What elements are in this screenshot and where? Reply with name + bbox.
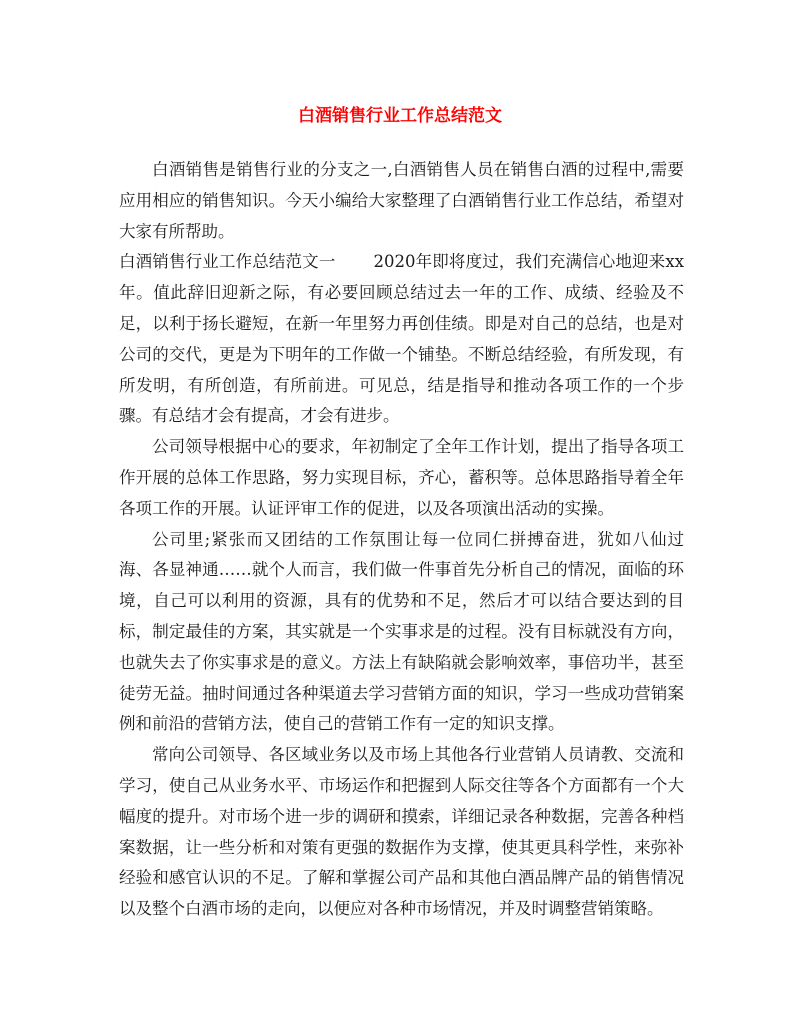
- section-paragraph-1: [119, 247, 684, 432]
- section-heading: 白酒销售行业工作总结范文一: [119, 252, 336, 272]
- paragraph-3: 公司里;紧张而又团结的工作氛围让每一位同仁拼搏奋进，犹如八仙过海、各显神通……就个人而言，我们做一件事首先分析自己的情况，面临的环境，自己可以利用的资源，具有的优势和不足，然后才可以结合要达到的目标，制定最佳的方案，其实就是一个实事求是的过程。没有目标就没有方向，也就失去了你实事求是的意义。方法上有缺陷就会影响效率，事倍功半，甚至徒劳无益。抽时间通过各种渠道去学习营销方面的知识，学习一些成功营销案例和前沿的营销方法，使自己的营销工作有一定的知识支撑。: [119, 529, 684, 734]
- paragraph-1-text: 2020年即将度过，我们充满信心地迎来xx年。值此辞旧迎新之际，有必要回顾总结过去一年的工作、成绩、经验及不足，以利于扬长避短，在新一年里努力再创佳绩。即是对自己的总结，也是对公司的交代，更是为下明年的工作做一个铺垫。不断总结经验，有所发现，有所发明，有所创造，有所前进。可见总，结是指导和推动各项工作的一个步骤。有总结才会有提高，才会有进步。: [119, 252, 684, 426]
- intro-paragraph: 白酒销售是销售行业的分支之一,白酒销售人员在销售白酒的过程中,需要应用相应的销售知识。今天小编给大家整理了白酒销售行业工作总结，希望对大家有所帮助。: [119, 160, 684, 241]
- document-body: [119, 155, 684, 925]
- document-title: 白酒销售行业工作总结范文: [298, 106, 502, 126]
- paragraph-4: 常向公司领导、各区域业务以及市场上其他各行业营销人员请教、交流和学习，使自己从业务水平、市场运作和把握到人际交往等各个方面都有一个大幅度的提升。对市场个进一步的调研和摸索，详细记录各种数据，完善各种档案数据，让一些分析和对策有更强的数据作为支撑，使其更具科学性，来弥补经验和感官认识的不足。了解和掌握公司产品和其他白酒品牌产品的销售情况以及整个白酒市场的走向，以便应对各种市场情况，并及时调整营销策略。: [119, 745, 684, 919]
- paragraph-2: 公司领导根据中心的要求，年初制定了全年工作计划，提出了指导各项工作开展的总体工作思路，努力实现目标，齐心，蓄积等。总体思路指导着全年各项工作的开展。认证评审工作的促进，以及各项演出活动的实操。: [119, 437, 684, 518]
